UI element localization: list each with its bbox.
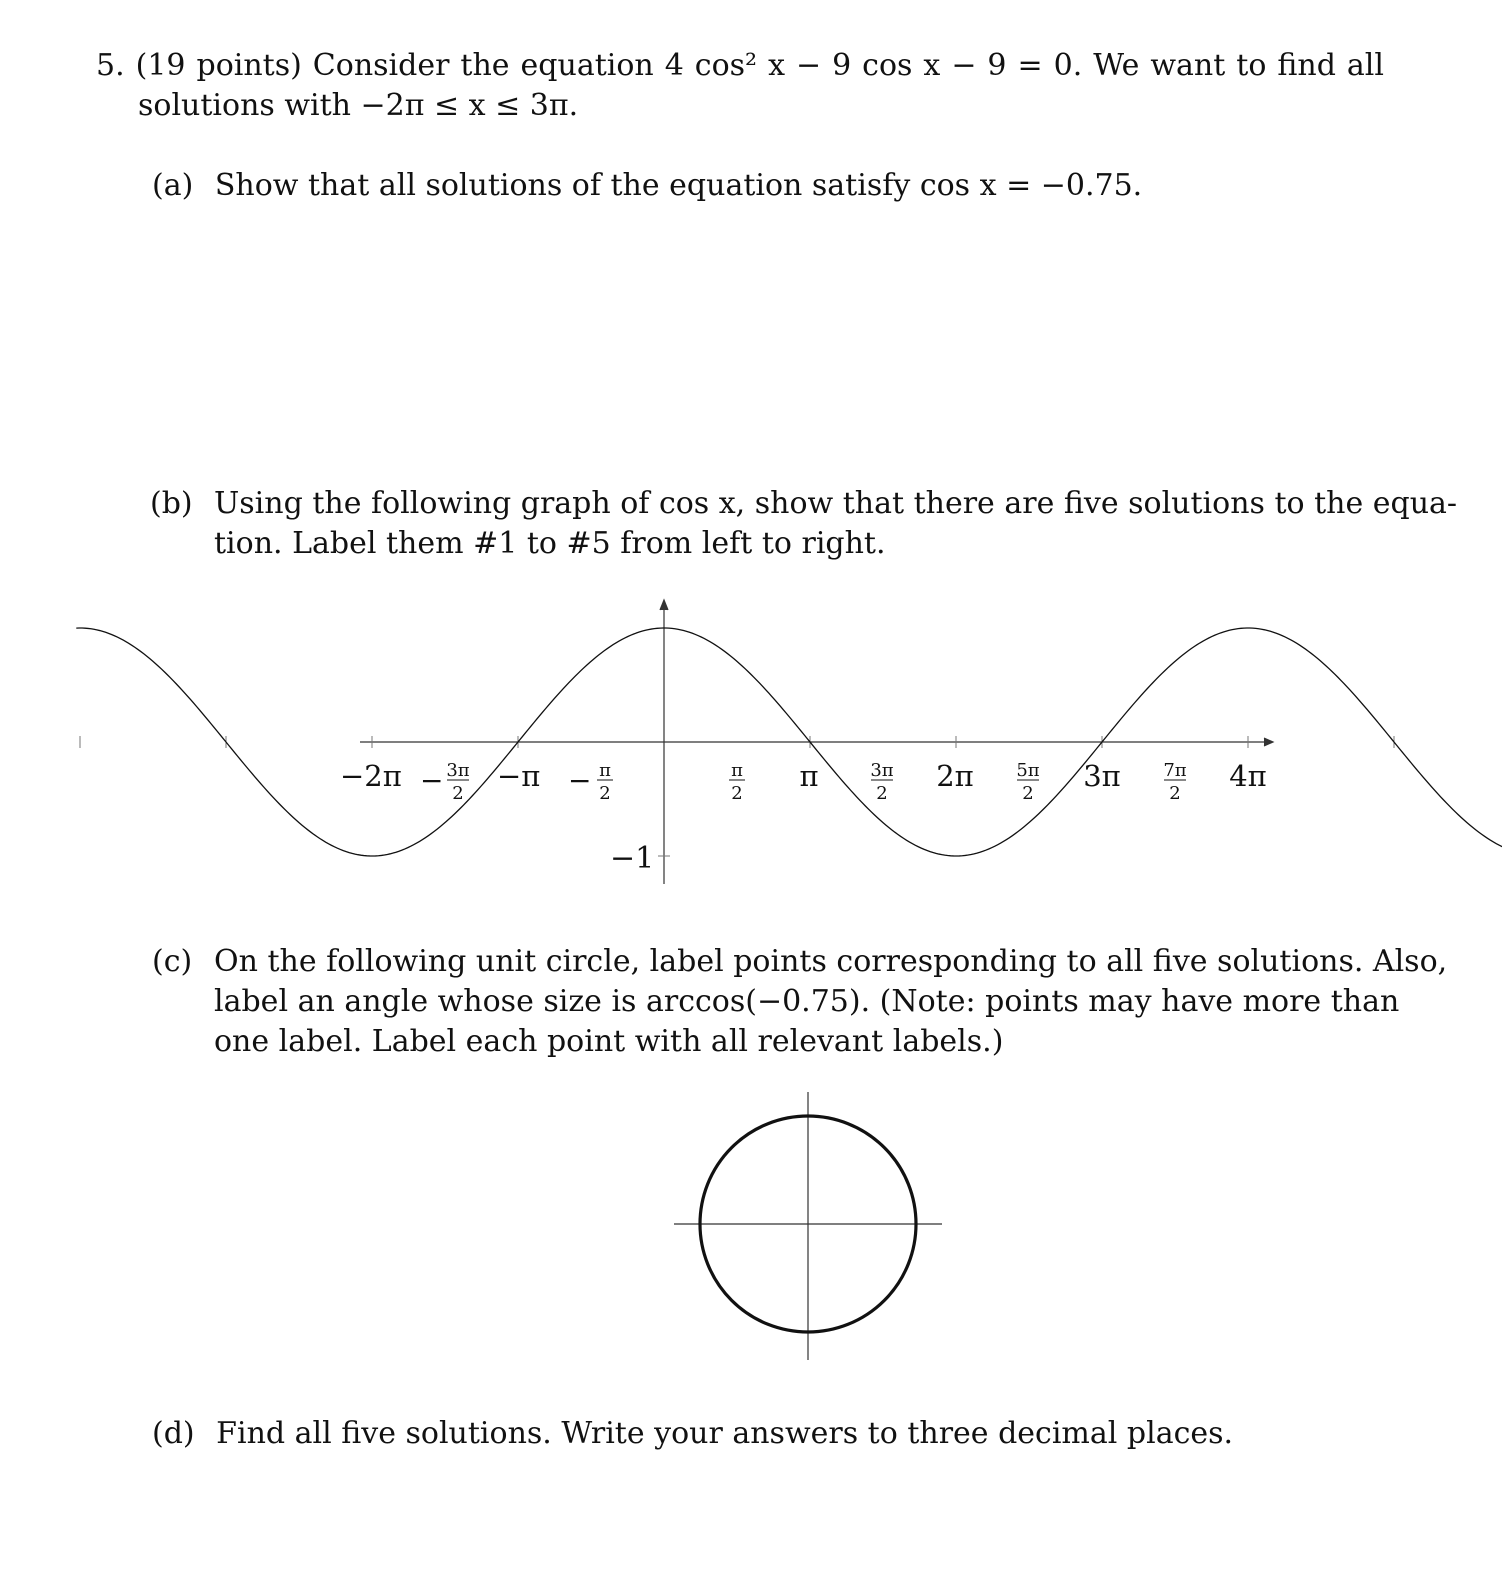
part-c-line2: label an angle whose size is arccos(−0.75). (Note: points may have more than [214,984,1400,1019]
tick-label-neg-pi-2-den: 2 [599,783,611,804]
tick-label-3pi-2-den: 2 [876,783,888,804]
tick-label-2pi: 2π [936,759,974,793]
tick-label-pi-2-den: 2 [731,783,743,804]
problem-number: 5. [96,48,125,83]
problem-header-line2: solutions with −2π ≤ x ≤ 3π. [138,88,579,123]
tick-label-pi: π [799,759,819,793]
tick-label-7pi-2-den: 2 [1169,783,1181,804]
part-b-label: (b) [150,486,193,521]
tick-label-4pi: 4π [1229,759,1267,793]
tick-label-neg-2pi: −2π [340,759,402,793]
problem-header-text: (19 points) Consider the equation 4 cos² x − 9 cos x − 9 = 0. We want to find all [135,48,1384,83]
part-a-label: (a) [152,168,194,203]
x-tick-labels [340,759,1267,804]
tick-label-pi-2-num: π [731,760,743,781]
tick-label-5pi-2-den: 2 [1022,783,1034,804]
part-c-line1: On the following unit circle, label points corresponding to all five solutions. Also, [214,944,1448,979]
part-d-label: (d) [152,1416,195,1451]
tick-label-neg-pi: −π [497,759,541,793]
tick-label-neg-3pi-2-num: 3π [446,760,470,781]
part-a-text: Show that all solutions of the equation satisfy cos x = −0.75. [214,168,1143,203]
part-b-line1: Using the following graph of cos x, show that there are five solutions to the equa- [214,486,1458,521]
part-b-line2: tion. Label them #1 to #5 from left to right. [214,526,886,561]
tick-label-5pi-2-num: 5π [1016,760,1040,781]
tick-label-7pi-2-num: 7π [1163,760,1187,781]
tick-label-3pi-2-num: 3π [870,760,894,781]
tick-label-3pi: 3π [1083,759,1121,793]
tick-label-neg-pi-2-num: π [599,760,611,781]
y-tick-label-neg-one: −1 [610,841,655,876]
tick-label-neg-pi-2-minus: − [568,764,592,797]
part-d-text: Find all five solutions. Write your answers to three decimal places. [216,1416,1234,1451]
part-d [152,1414,1233,1454]
unit-circle-figure [674,1092,942,1360]
y-axis-arrow [660,600,668,610]
tick-label-neg-3pi-2-minus: − [420,764,444,797]
part-c-line3: one label. Label each point with all relevant labels.) [214,1024,1004,1059]
x-axis-arrow [1264,738,1273,746]
graph-axes [360,600,1273,884]
tick-label-neg-3pi-2-den: 2 [452,783,464,804]
part-c-label: (c) [152,944,193,979]
